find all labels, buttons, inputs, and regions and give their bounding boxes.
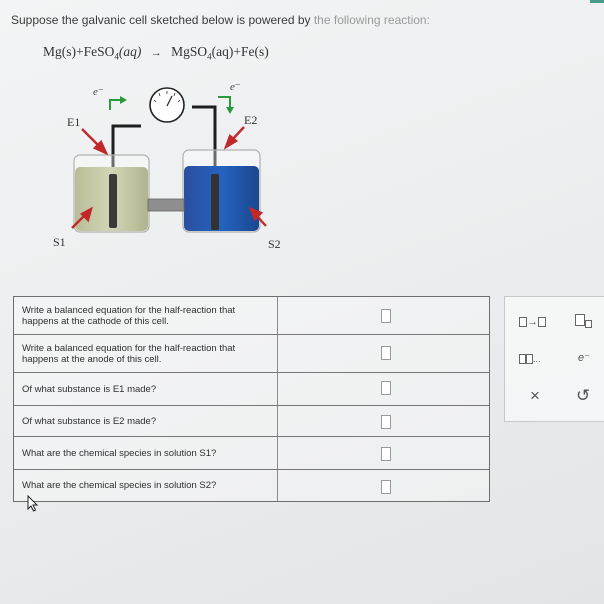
- reactant-formula: Mg(s)+FeSO: [43, 44, 115, 59]
- e2-answer-input[interactable]: [381, 415, 391, 429]
- e1-answer-input[interactable]: [381, 381, 391, 395]
- label-s1: S1: [53, 235, 66, 249]
- electrode-e1: [109, 174, 117, 228]
- label-arrows: [72, 127, 266, 228]
- label-s2: S2: [268, 237, 281, 251]
- electrode-e2: [211, 174, 219, 230]
- electron-flow-right-icon: [218, 97, 234, 114]
- product-formula: MgSO: [171, 44, 208, 59]
- electron-label-right: e⁻: [230, 81, 241, 93]
- question-row-s2: [14, 470, 489, 501]
- electron-button[interactable]: e⁻: [578, 352, 590, 364]
- reaction-arrow-button[interactable]: →: [519, 316, 546, 328]
- question-row-s1: [14, 437, 489, 470]
- question-anode-text: Write a balanced equation for the half-reaction that happens at the anode of this cell.: [22, 342, 236, 365]
- cathode-answer-input[interactable]: [381, 309, 391, 323]
- box-icon: [538, 317, 546, 327]
- anode-answer-input[interactable]: [381, 346, 391, 360]
- label-e2: E2: [244, 113, 258, 127]
- box-icon: [575, 314, 585, 326]
- reactant-state: (aq): [118, 44, 142, 59]
- clear-button[interactable]: ×: [530, 386, 540, 405]
- box-icon: [519, 317, 527, 327]
- top-accent-bar: [590, 0, 604, 3]
- question-e1-text: Of what substance is E1 made?: [22, 383, 157, 395]
- question-e2-text: Of what substance is E2 made?: [22, 415, 157, 427]
- box-icon: [519, 354, 526, 364]
- electron-label-left: e⁻: [93, 86, 104, 98]
- reactant-subscript: 4: [114, 51, 119, 62]
- question-row-anode: [14, 335, 489, 373]
- question-table: [13, 296, 490, 502]
- prompt-text-faded: the following reaction:: [310, 13, 430, 27]
- prompt-text: Suppose the galvanic cell sketched below is powered by: [11, 13, 311, 27]
- question-cathode-text: Write a balanced equation for the half-reaction that happens at the cathode of this cell.: [22, 304, 236, 327]
- subscript-button[interactable]: [575, 312, 592, 328]
- question-s2-text: What are the chemical species in solution S2?: [22, 480, 217, 491]
- coefficient-dots-button[interactable]: ...: [519, 353, 541, 365]
- question-row-e1: [14, 373, 489, 406]
- electron-flow-left-icon: [110, 96, 127, 110]
- box-icon: [526, 354, 533, 364]
- beaker-s1: [74, 155, 149, 232]
- s1-answer-input[interactable]: [381, 447, 391, 461]
- salt-bridge: [148, 199, 184, 211]
- voltmeter: [150, 88, 184, 122]
- external-wire: [113, 107, 215, 175]
- product-subscript: 4: [207, 51, 212, 62]
- subscript-box-icon: [585, 320, 592, 328]
- reaction-equation: [43, 44, 269, 62]
- question-s1-text: What are the chemical species in solution S1?: [22, 447, 217, 459]
- question-prompt: [11, 13, 430, 27]
- undo-button[interactable]: ↺: [576, 386, 591, 405]
- beaker-s2: [183, 150, 260, 232]
- reaction-arrow: →: [150, 47, 162, 59]
- s2-answer-input[interactable]: [381, 480, 391, 494]
- answer-toolbox: [504, 296, 604, 422]
- question-row-e2: [14, 406, 489, 437]
- label-e1: E1: [67, 115, 81, 129]
- mouse-cursor-icon: [27, 495, 41, 513]
- product-state: (aq)+Fe(s): [211, 44, 269, 59]
- question-row-cathode: [14, 297, 489, 335]
